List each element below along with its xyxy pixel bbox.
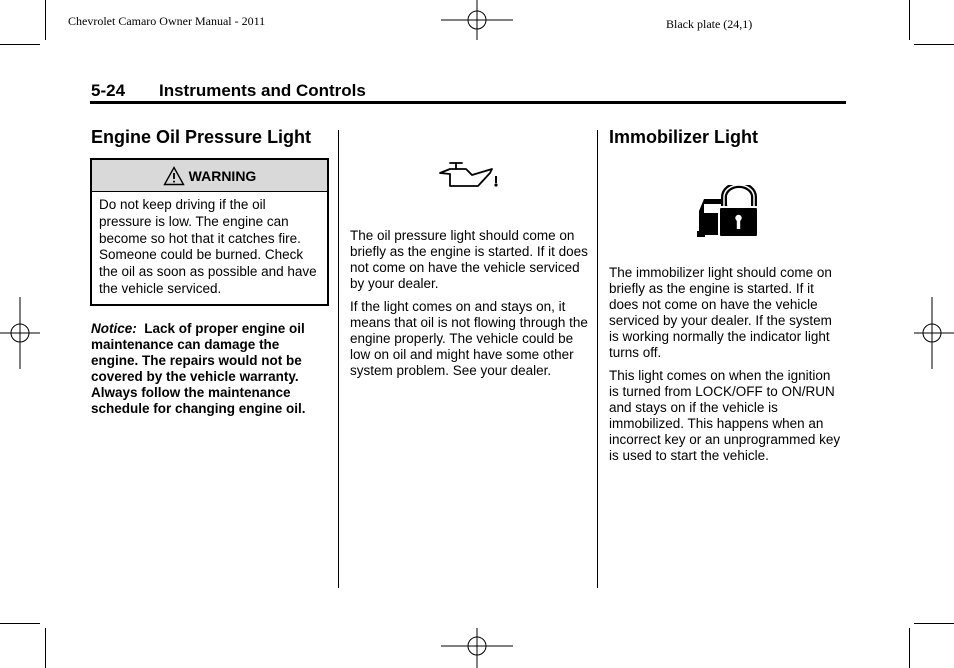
plate-label: Black plate (24,1) [666, 17, 753, 31]
oil-can-icon [436, 158, 502, 190]
column-divider [338, 130, 339, 588]
car-padlock-icon [694, 185, 760, 239]
column-divider [597, 130, 598, 588]
warning-box [90, 158, 329, 306]
immobilizer-para-2: This light comes on when the ignition is turned from LOCK/OFF to ON/RUN and stays on if the vehicle is immobilized. This happens when an incorrect key or an unprogrammed key is used to start the vehicle. [609, 368, 841, 463]
warning-triangle-icon [163, 166, 185, 186]
page-number: 5-24 [91, 81, 126, 100]
section-title: Instruments and Controls [159, 81, 366, 100]
oil-para-2: If the light comes on and stays on, it means that oil is not flowing through the engine properly. The vehicle could be low on oil and might have some other system problem. See your dealer. [350, 299, 588, 378]
section-rule [90, 101, 846, 104]
notice-text: Lack of proper engine oil maintenance can damage the engine. The repairs would not be covered by the vehicle warranty. Always follow the maintenance schedule for changing engine oil. [91, 321, 306, 416]
warning-header [92, 160, 327, 192]
immobilizer-para-1: The immobilizer light should come on briefly as the engine is started. If it does not come on have the vehicle serviced by your dealer. If the system is working normally the indicator light turns off. [609, 265, 832, 360]
oil-para-1: The oil pressure light should come on briefly as the engine is started. If it does not come on have the vehicle serviced by your dealer. [350, 228, 588, 291]
immobilizer-heading: Immobilizer Light [609, 127, 759, 147]
warning-label: WARNING [188, 167, 257, 184]
oil-pressure-heading: Engine Oil Pressure Light [91, 127, 312, 147]
notice-label: Notice: [91, 321, 137, 336]
manual-title: Chevrolet Camaro Owner Manual - 2011 [68, 14, 266, 28]
warning-text: Do not keep driving if the oil pressure is low. The engine can become so hot that it catches fire. Someone could be burned. Check the oil as soon as possible and have the vehicle serviced. [99, 197, 317, 296]
notice-paragraph [91, 321, 325, 417]
